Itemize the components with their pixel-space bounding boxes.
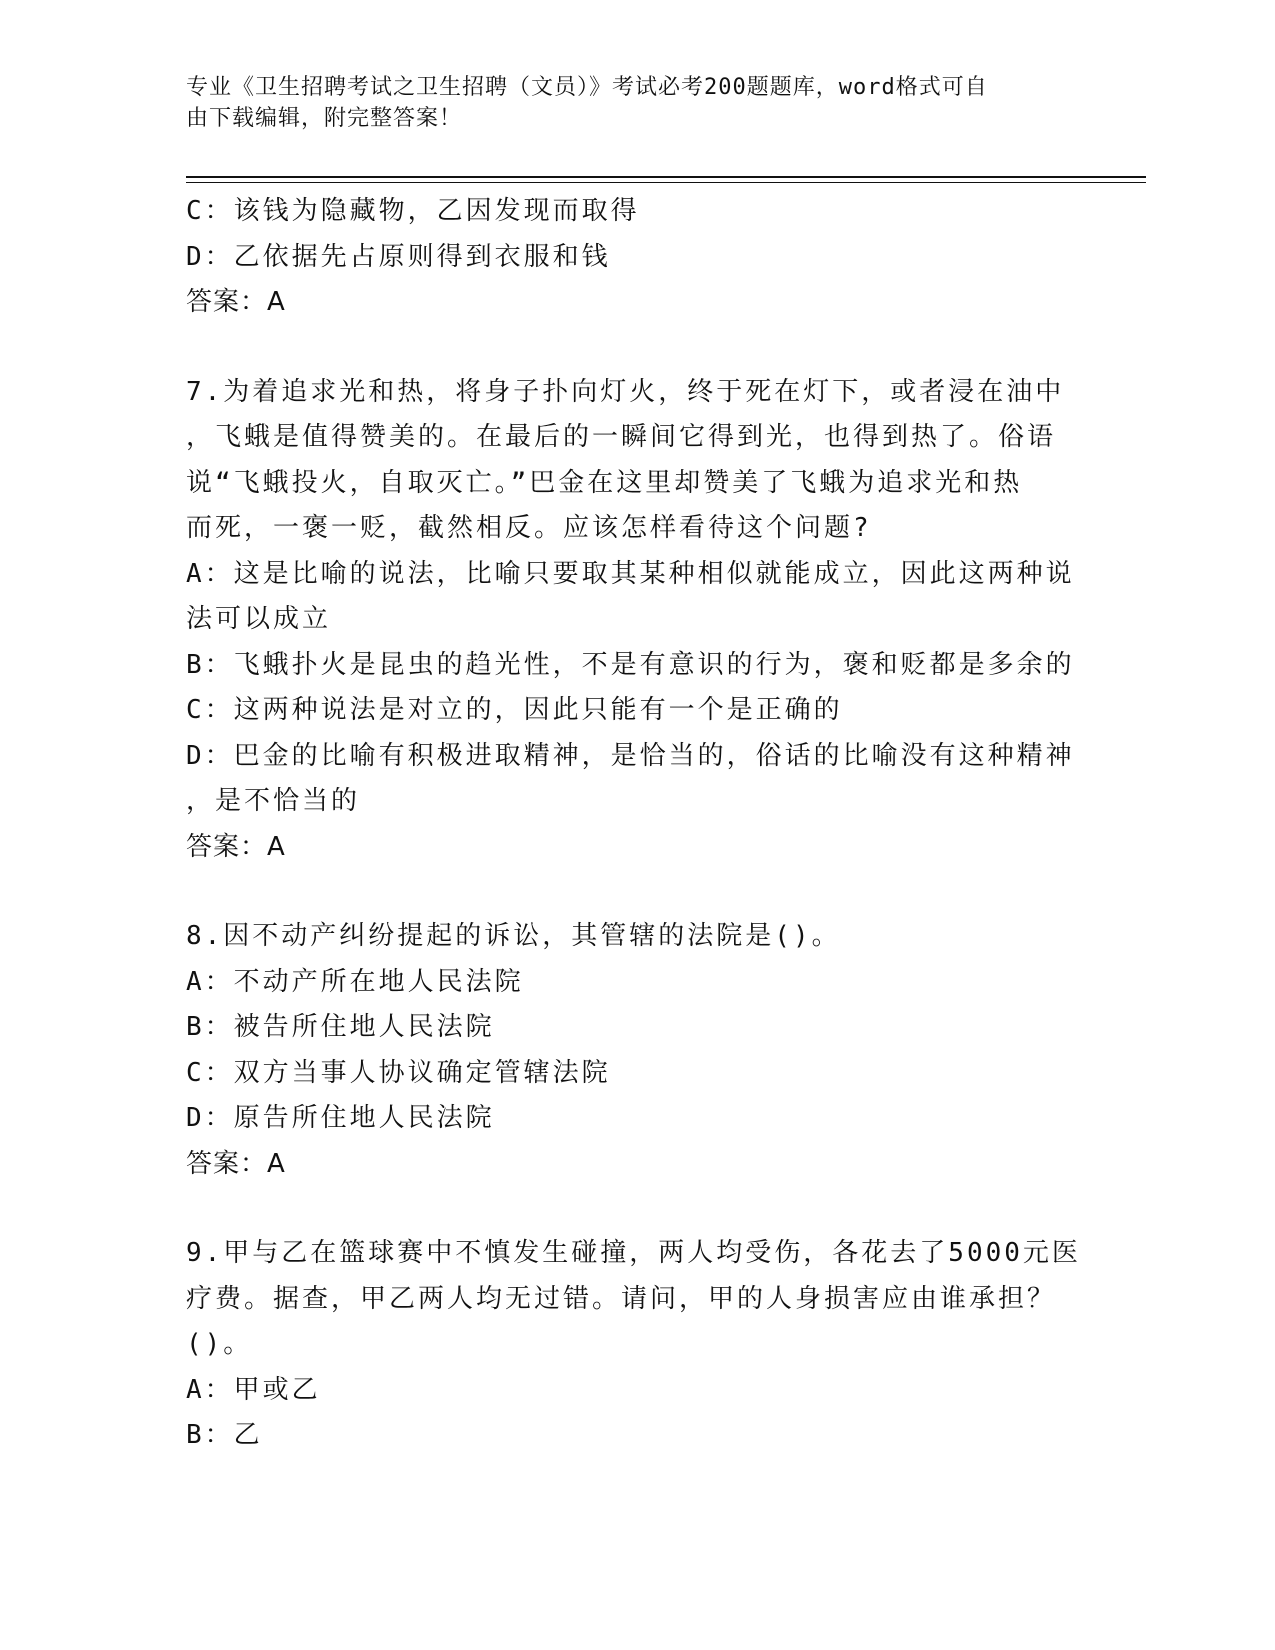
q8-stem: 8.因不动产纠纷提起的诉讼，其管辖的法院是()。 xyxy=(186,921,841,951)
q8-option-a: A：不动产所在地人民法院 xyxy=(186,966,524,997)
header-title-line-2: 由下载编辑，附完整答案！ xyxy=(186,106,463,131)
q7-option-b: B：飞蛾扑火是昆虫的趋光性，不是有意识的行为，褒和贬都是多余的 xyxy=(186,649,1075,680)
header-title-line-1: 专业《卫生招聘考试之卫生招聘（文员）》考试必考200题题库，word格式可自 xyxy=(186,75,988,100)
prev-option-c: C：该钱为隐藏物，乙因发现而取得 xyxy=(186,196,640,226)
q7-option-c: C：这两种说法是对立的，因此只能有一个是正确的 xyxy=(186,695,843,725)
document-header xyxy=(186,72,1066,134)
header-divider-thick xyxy=(186,176,1146,178)
q7-option-a-line-1: A：这是比喻的说法，比喻只要取其某种相似就能成立，因此这两种说 xyxy=(186,558,1075,589)
q8-option-d: D：原告所住地人民法院 xyxy=(186,1103,495,1133)
q8-option-c: C：双方当事人协议确定管辖法院 xyxy=(186,1057,611,1088)
q7-stem-line-4: 而死，一褒一贬，截然相反。应该怎样看待这个问题? xyxy=(186,513,872,543)
q9-stem-line-2: 疗费。据查，甲乙两人均无过错。请问，甲的人身损害应由谁承担？ xyxy=(186,1283,1057,1314)
q9-stem-line-1: 9.甲与乙在篮球赛中不慎发生碰撞，两人均受伤，各花去了5000元医 xyxy=(186,1238,1081,1268)
q7-option-a-line-2: 法可以成立 xyxy=(186,604,332,634)
q9-stem-line-3: ()。 xyxy=(186,1329,253,1359)
q7-option-d-line-1: D：巴金的比喻有积极进取精神，是恰当的，俗话的比喻没有这种精神 xyxy=(186,740,1075,771)
q9-option-a: A：甲或乙 xyxy=(186,1374,321,1405)
q7-answer: 答案：A xyxy=(186,831,286,862)
question-content xyxy=(186,189,1086,1459)
q7-option-d-line-2: ，是不恰当的 xyxy=(186,786,361,816)
q7-stem-line-1: 7.为着追求光和热，将身子扑向灯火，终于死在灯下，或者浸在油中 xyxy=(186,376,1065,407)
q8-option-b: B：被告所住地人民法院 xyxy=(186,1012,495,1042)
q9-option-b: B：乙 xyxy=(186,1420,263,1450)
q7-stem-line-2: ，飞蛾是值得赞美的。在最后的一瞬间它得到光，也得到热了。俗语 xyxy=(186,422,1057,452)
prev-answer: 答案：A xyxy=(186,287,286,317)
q7-stem-line-3: 说“飞蛾投火，自取灭亡。”巴金在这里却赞美了飞蛾为追求光和热 xyxy=(186,467,1023,498)
header-divider-thin xyxy=(186,182,1146,183)
q8-answer: 答案：A xyxy=(186,1148,286,1179)
prev-option-d: D：乙依据先占原则得到衣服和钱 xyxy=(186,241,611,272)
